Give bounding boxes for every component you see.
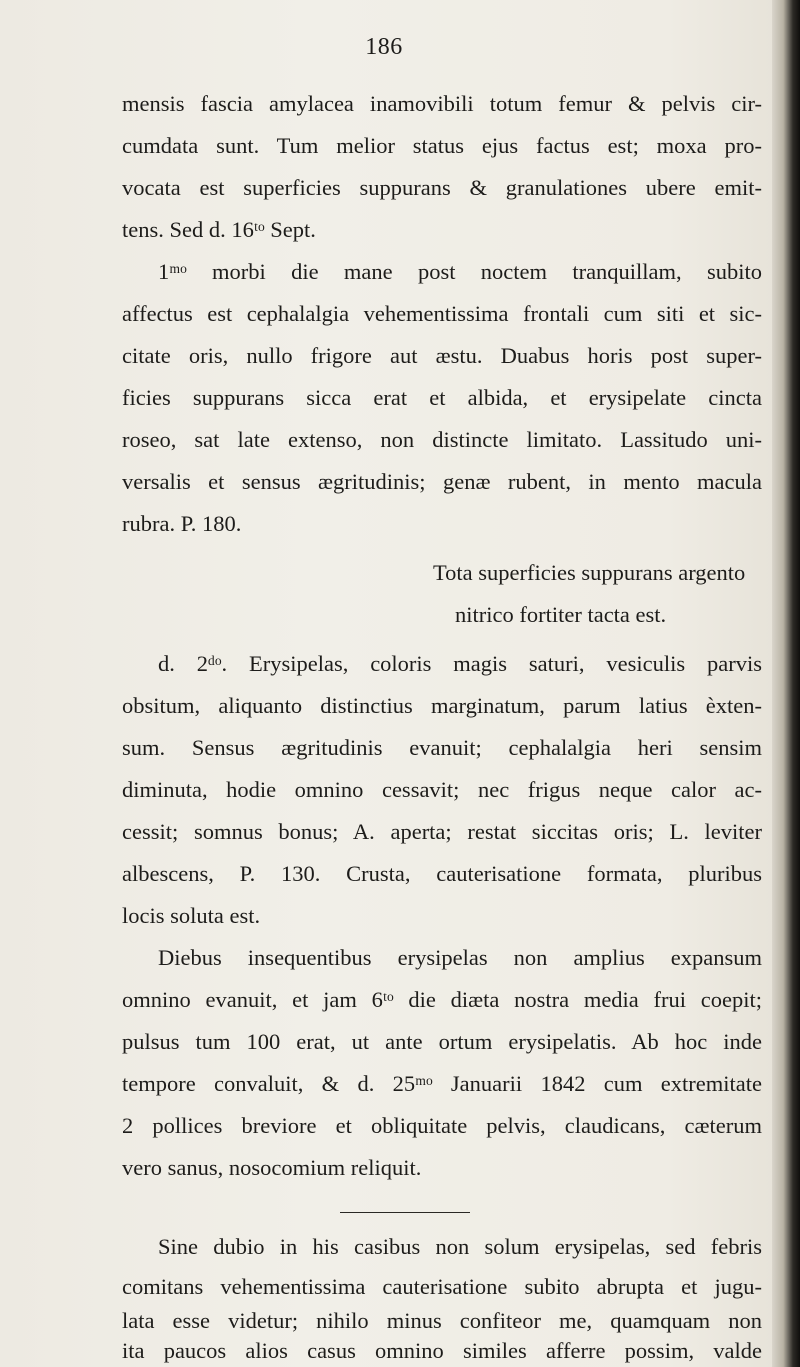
text-line: roseo, sat late extenso, non distincte limitato. Lassitudo uni- — [122, 427, 762, 452]
page-number: 186 — [365, 34, 403, 60]
text-line: Diebus insequentibus erysipelas non amplius expansum — [158, 945, 762, 970]
text-line: d. 2ᵈᵒ. Erysipelas, coloris magis saturi, vesiculis parvis — [158, 651, 762, 676]
text-line: vero sanus, nosocomium reliquit. — [122, 1155, 422, 1180]
text-line: tempore convaluit, & d. 25ᵐᵒ Januarii 1842 cum extremitate — [122, 1071, 762, 1096]
text-line: 1ᵐᵒ morbi die mane post noctem tranquillam, subito — [158, 259, 762, 284]
text-line: ficies suppurans sicca erat et albida, et erysipelate cincta — [122, 385, 762, 410]
text-line: Sine dubio in his casibus non solum erysipelas, sed febris — [158, 1234, 762, 1259]
text-line: vocata est superficies suppurans & granulationes ubere emit- — [122, 175, 762, 200]
text-line: tens. Sed d. 16ᵗᵒ Sept. — [122, 217, 316, 242]
text-line: sum. Sensus ægritudinis evanuit; cephalalgia heri sensim — [122, 735, 762, 760]
text-line: affectus est cephalalgia vehementissima frontali cum siti et sic- — [122, 301, 762, 326]
text-line: 2 pollices breviore et obliquitate pelvis, claudicans, cæterum — [122, 1113, 762, 1138]
text-line: albescens, P. 130. Crusta, cauterisatione formata, pluribus — [122, 861, 762, 886]
text-line: citate oris, nullo frigore aut æstu. Duabus horis post super- — [122, 343, 762, 368]
text-line: comitans vehementissima cauterisatione subito abrupta et jugu- — [122, 1274, 762, 1299]
text-line: nitrico fortiter tacta est. — [455, 602, 667, 627]
text-line: obsitum, aliquanto distinctius marginatum, parum latius èxten- — [122, 693, 762, 718]
section-separator — [340, 1212, 470, 1213]
text-line: diminuta, hodie omnino cessavit; nec frigus neque calor ac- — [122, 777, 762, 802]
text-line: lata esse videtur; nihilo minus confiteor me, quamquam non — [122, 1308, 762, 1333]
text-line: Tota superficies suppurans argento — [433, 560, 746, 585]
text-line: mensis fascia amylacea inamovibili totum femur & pelvis cir- — [122, 91, 762, 116]
text-line: locis soluta est. — [122, 903, 261, 928]
text-line: ita paucos alios casus omnino similes afferre possim, valde — [122, 1338, 762, 1363]
text-line: cessit; somnus bonus; A. aperta; restat siccitas oris; L. leviter — [122, 819, 762, 844]
text-line: omnino evanuit, et jam 6ᵗᵒ die diæta nostra media frui coepit; — [122, 987, 762, 1012]
page-edge-shadow — [772, 0, 800, 1367]
text-line: rubra. P. 180. — [122, 511, 242, 536]
text-line: cumdata sunt. Tum melior status ejus factus est; moxa pro- — [122, 133, 762, 158]
text-line: versalis et sensus ægritudinis; genæ rubent, in mento macula — [122, 469, 762, 494]
text-line: pulsus tum 100 erat, ut ante ortum erysipelatis. Ab hoc inde — [122, 1029, 762, 1054]
